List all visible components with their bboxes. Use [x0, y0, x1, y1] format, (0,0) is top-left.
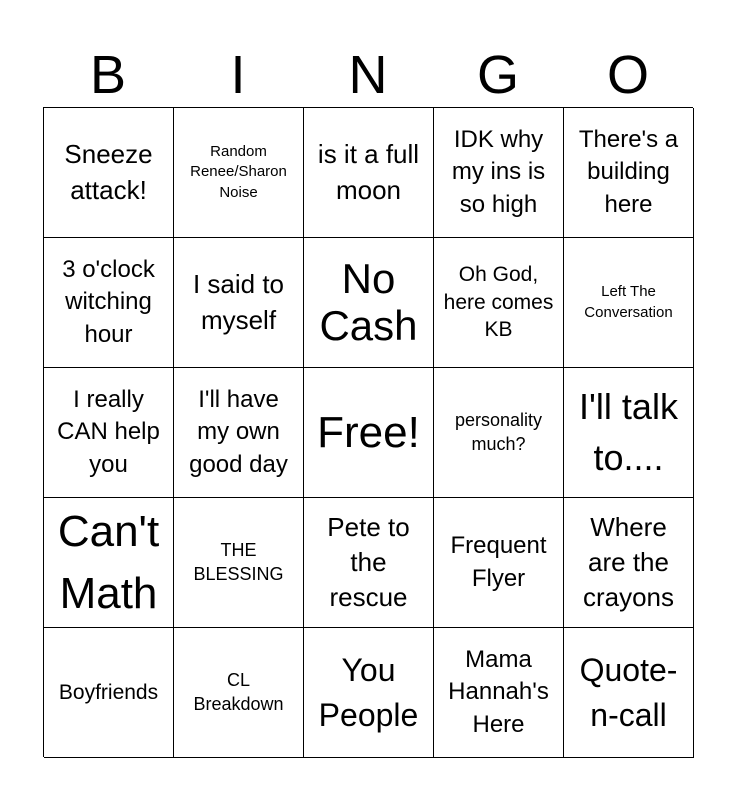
bingo-cell-text: 3 o'clock witching hour: [62, 255, 155, 348]
bingo-cell-text: Mama Hannah's Here: [448, 645, 549, 738]
bingo-cell-r4-c5[interactable]: [564, 498, 694, 628]
bingo-cell-r2-c1[interactable]: [44, 238, 174, 368]
bingo-grid: [43, 107, 693, 757]
header-letter-o: O: [606, 45, 649, 105]
bingo-cell-r1-c5[interactable]: [564, 108, 694, 238]
bingo-cell-text: Left The Conversation: [584, 283, 673, 321]
bingo-cell-text: Quote-n-call: [579, 651, 678, 733]
header-letter-g: G: [476, 45, 519, 105]
bingo-cell-r4-c1[interactable]: [44, 498, 174, 628]
bingo-cell-r1-c4[interactable]: [434, 108, 564, 238]
bingo-cell-text: Random Renee/Sharon Noise: [190, 142, 287, 201]
bingo-cell-r3-c1[interactable]: [44, 368, 174, 498]
bingo-cell-r5-c5[interactable]: [564, 628, 694, 758]
bingo-cell-text: is it a full moon: [317, 139, 420, 205]
bingo-cell-text: Frequent Flyer: [450, 531, 547, 592]
bingo-cell-r4-c3[interactable]: [304, 498, 434, 628]
bingo-header: [43, 44, 693, 106]
bingo-cell-text: personality much?: [454, 410, 543, 454]
bingo-cell-text: Boyfriends: [58, 680, 159, 704]
bingo-cell-r3-c2[interactable]: [174, 368, 304, 498]
bingo-cell-r1-c1[interactable]: [44, 108, 174, 238]
bingo-cell-r2-c4[interactable]: [434, 238, 564, 368]
bingo-cell-r5-c4[interactable]: [434, 628, 564, 758]
bingo-cell-text: I really CAN help you: [57, 385, 160, 478]
bingo-cell-r4-c2[interactable]: [174, 498, 304, 628]
bingo-cell-text: No Cash: [319, 255, 418, 349]
bingo-cell-r1-c3[interactable]: [304, 108, 434, 238]
header-letter-i: I: [230, 45, 246, 105]
bingo-cell-text: IDK why my ins is so high: [451, 125, 546, 218]
bingo-cell-r5-c2[interactable]: [174, 628, 304, 758]
bingo-cell-r5-c3[interactable]: [304, 628, 434, 758]
bingo-cell-r3-c5[interactable]: [564, 368, 694, 498]
bingo-cell-text: Pete to the rescue: [327, 511, 410, 613]
bingo-cell-text: THE BLESSING: [193, 540, 284, 584]
bingo-cell-text: CL Breakdown: [193, 670, 284, 714]
header-letter-b: B: [89, 45, 127, 105]
bingo-cell-r1-c2[interactable]: [174, 108, 304, 238]
bingo-cell-text: You People: [318, 651, 419, 733]
bingo-cell-text: Can't Math: [57, 506, 160, 618]
bingo-cell-text: There's a building here: [578, 125, 679, 218]
bingo-cell-r2-c2[interactable]: [174, 238, 304, 368]
bingo-cell-r4-c4[interactable]: [434, 498, 564, 628]
bingo-cell-r3-c3[interactable]: [304, 368, 434, 498]
bingo-cell-text: I'll have my own good day: [189, 385, 288, 478]
bingo-cell-text: Oh God, here comes KB: [443, 262, 554, 342]
header-letter-n: N: [348, 45, 388, 105]
bingo-cell-text: I'll talk to....: [579, 386, 678, 478]
bingo-cell-r2-c5[interactable]: [564, 238, 694, 368]
bingo-cell-r5-c1[interactable]: [44, 628, 174, 758]
bingo-cell-text: Sneeze attack!: [64, 139, 153, 205]
bingo-cell-text: I said to myself: [192, 269, 285, 335]
bingo-cell-text: Free!: [317, 407, 420, 457]
bingo-cell-r3-c4[interactable]: [434, 368, 564, 498]
bingo-cell-text: Where are the crayons: [582, 511, 675, 613]
bingo-cell-r2-c3[interactable]: [304, 238, 434, 368]
